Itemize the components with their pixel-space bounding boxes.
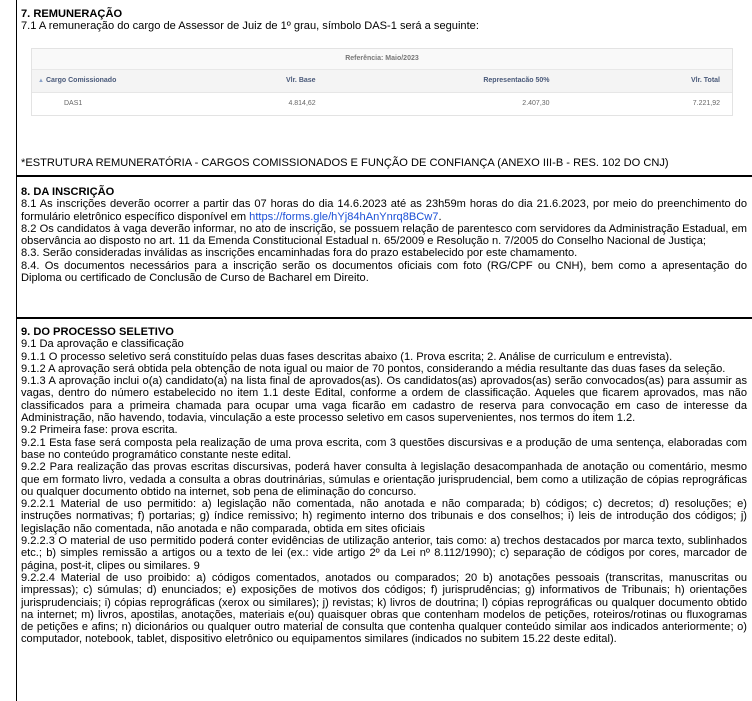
paragraph: 8.3. Serão consideradas inválidas as inscrições encaminhadas fora do prazo estabelecido por este chamamento. xyxy=(21,247,578,260)
paragraph: 9.1.1 O processo seletivo será constituído pelas duas fases descritas abaixo (1. Prova escrita; 2. Análise de curriculum e entrevista). xyxy=(21,350,673,363)
paragraph: 9.2.1 Esta fase será composta pela realização de uma prova escrita, com 3 questões discursivas e a produção de uma sentença, elaboradas com base no conteúdo programático constante neste edital. xyxy=(21,436,747,461)
section-remuneracao xyxy=(17,6,752,176)
table-header-row xyxy=(32,70,732,93)
registration-form-link[interactable]: https://forms.gle/hYj84hAnYnrq8BCw7 xyxy=(249,210,439,223)
paragraph: 8.1 As inscrições deverão ocorrer a partir das 07 horas do dia 14.6.2023 até as 23h59m horas do dia 21.6.2023, por meio do preenchimento do formulário eletrônico específico disponível em https://forms.gle/hYj84hAnYnrq8BCw7. xyxy=(21,198,747,223)
section-processo-seletivo xyxy=(17,318,752,701)
section-inscricao xyxy=(17,176,752,318)
table-cell: 4.814,62 xyxy=(288,100,316,107)
table-cell: 7.221,92 xyxy=(692,100,720,107)
paragraph: 9.2 Primeira fase: prova escrita. xyxy=(21,424,178,437)
column-header-vlr-base[interactable]: Vlr. Base xyxy=(285,77,316,84)
footnote: *ESTRUTURA REMUNERATÓRIA - CARGOS COMISSIONADOS E FUNÇÃO DE CONFIANÇA (ANEXO III-B - RES. 102 DO CNJ) xyxy=(21,157,669,169)
sort-arrow-icon: ▲ xyxy=(38,78,44,84)
column-header-cargo[interactable]: ▲ Cargo Comissionado xyxy=(38,77,117,84)
document-page xyxy=(16,0,752,701)
paragraph: 9.2.2 Para realização das provas escritas discursivas, poderá haver consulta à legislação desacompanhada de anotação ou comentário, mesmo que em formato livro, vedada a consulta a obras doutrinárias, súmulas e orientação jurisprudencial, bem como a utilização de cópias reprográficas ou qualquer documento obtido na internet, sob pena de eliminação do concurso. xyxy=(21,461,747,498)
section-heading: 7. REMUNERAÇÃO xyxy=(21,8,123,20)
section-heading: 8. DA INSCRIÇÃO xyxy=(21,186,115,198)
column-header-representacao[interactable]: Representacão 50% xyxy=(483,77,550,84)
paragraph: 9.1.2 A aprovação será obtida pela obtenção de nota igual ou maior de 70 pontos, considerando a média resultante das duas fases da seleção. xyxy=(21,362,726,375)
paragraph: 9.1 Da aprovação e classificação xyxy=(21,338,184,351)
table-cell: 2.407,30 xyxy=(522,100,550,107)
paragraph: 7.1 A remuneração do cargo de Assessor de Juiz de 1º grau, símbolo DAS-1 será a seguinte: xyxy=(21,20,479,33)
paragraph: 9.2.2.4 Material de uso proibido: a) códigos comentados, anotados ou comparados; 20 b) anotações pessoais (transcritas, manuscritas ou impressas); c) súmulas; d) enunciados; e) exposições de motivos dos códigos; f) jurisprudências; g) informativos de Tribunais; h) orientações jurisprudenciais; i) cópias reprográficas (xerox ou similares); j) revistas; k) livros de doutrina; l) cópias reprográficas ou qualquer documento obtido na internet; m) livros, apostilas, anotações, materiais e(ou) quaisquer obras que contenham modelos de petições, roteiros/rotinas ou fluxogramas de petições e afins; n) dicionários ou qualquer outro material de consulta que contenha qualquer conteúdo similar aos indicados anteriormente; o) computador, notebook, tablet, dispositivo eletrônico ou equipamentos similares (indicados no subitem 15.22 deste edital). xyxy=(21,571,747,646)
paragraph: 9.2.2.1 Material de uso permitido: a) legislação não comentada, não anotada e não comparada; b) códigos; c) decretos; d) resoluções; e) instruções normativas; f) portarias; g) índice remissivo; h) regimento interno dos tribunais e dos conselhos; i) leis de introdução dos códigos; j) legislação não comentada, não anotada e não comparada, obtida em sites oficiais xyxy=(21,498,747,535)
remuneration-table xyxy=(31,48,733,116)
section-heading: 9. DO PROCESSO SELETIVO xyxy=(21,326,174,338)
table-cell: DAS1 xyxy=(64,100,83,107)
table-row xyxy=(32,93,732,115)
paragraph: 8.2 Os candidatos à vaga deverão informar, no ato de inscrição, se possuem relação de parentesco com servidores da Administração Estadual, em observância ao disposto no art. 11 da Emenda Constitucional Estadual n. 65/2009 e Resolução n. 7/2005 do Conselho Nacional de Justiça; xyxy=(21,222,747,248)
paragraph: 9.2.2.3 O material de uso permitido poderá conter evidências de utilização anterior, tais como: a) trechos destacados por marca texto, sublinhados etc.; b) simples remissão a artigos ou a texto de lei (ex.: vide artigo 2º da Lei nº 8.112/1990); c) separação de códigos por cores, marcador de página, post-it, clipes ou similares. 9 xyxy=(21,535,747,572)
paragraph: 9.1.3 A aprovação inclui o(a) candidato(a) na lista final de aprovados(as). Os candidatos(as) aprovados(as) serão convocados(as) para assumir as vagas, dentro do número estabelecido no item 1.1 deste Edital, conforme a ordem de classificação. Aqueles que ficarem aprovados, mas não classificados para a primeira chamada para ocupar uma vaga ficarão em cadastro de reserva para convocação em caso de interesse da Administração, não havendo, todavia, vinculação a este processo seletivo em casos supervenientes, nos termos do item 1.2. xyxy=(21,375,747,425)
table-caption: Referência: Maio/2023 xyxy=(32,49,732,70)
column-header-vlr-total[interactable]: Vlr. Total xyxy=(690,77,720,84)
paragraph: 8.4. Os documentos necessários para a inscrição serão os documentos oficiais com foto (RG/CPF ou CNH), bem como a apresentação do Diploma ou certificado de Conclusão de Curso de Bacharel em Direito. xyxy=(21,259,747,285)
